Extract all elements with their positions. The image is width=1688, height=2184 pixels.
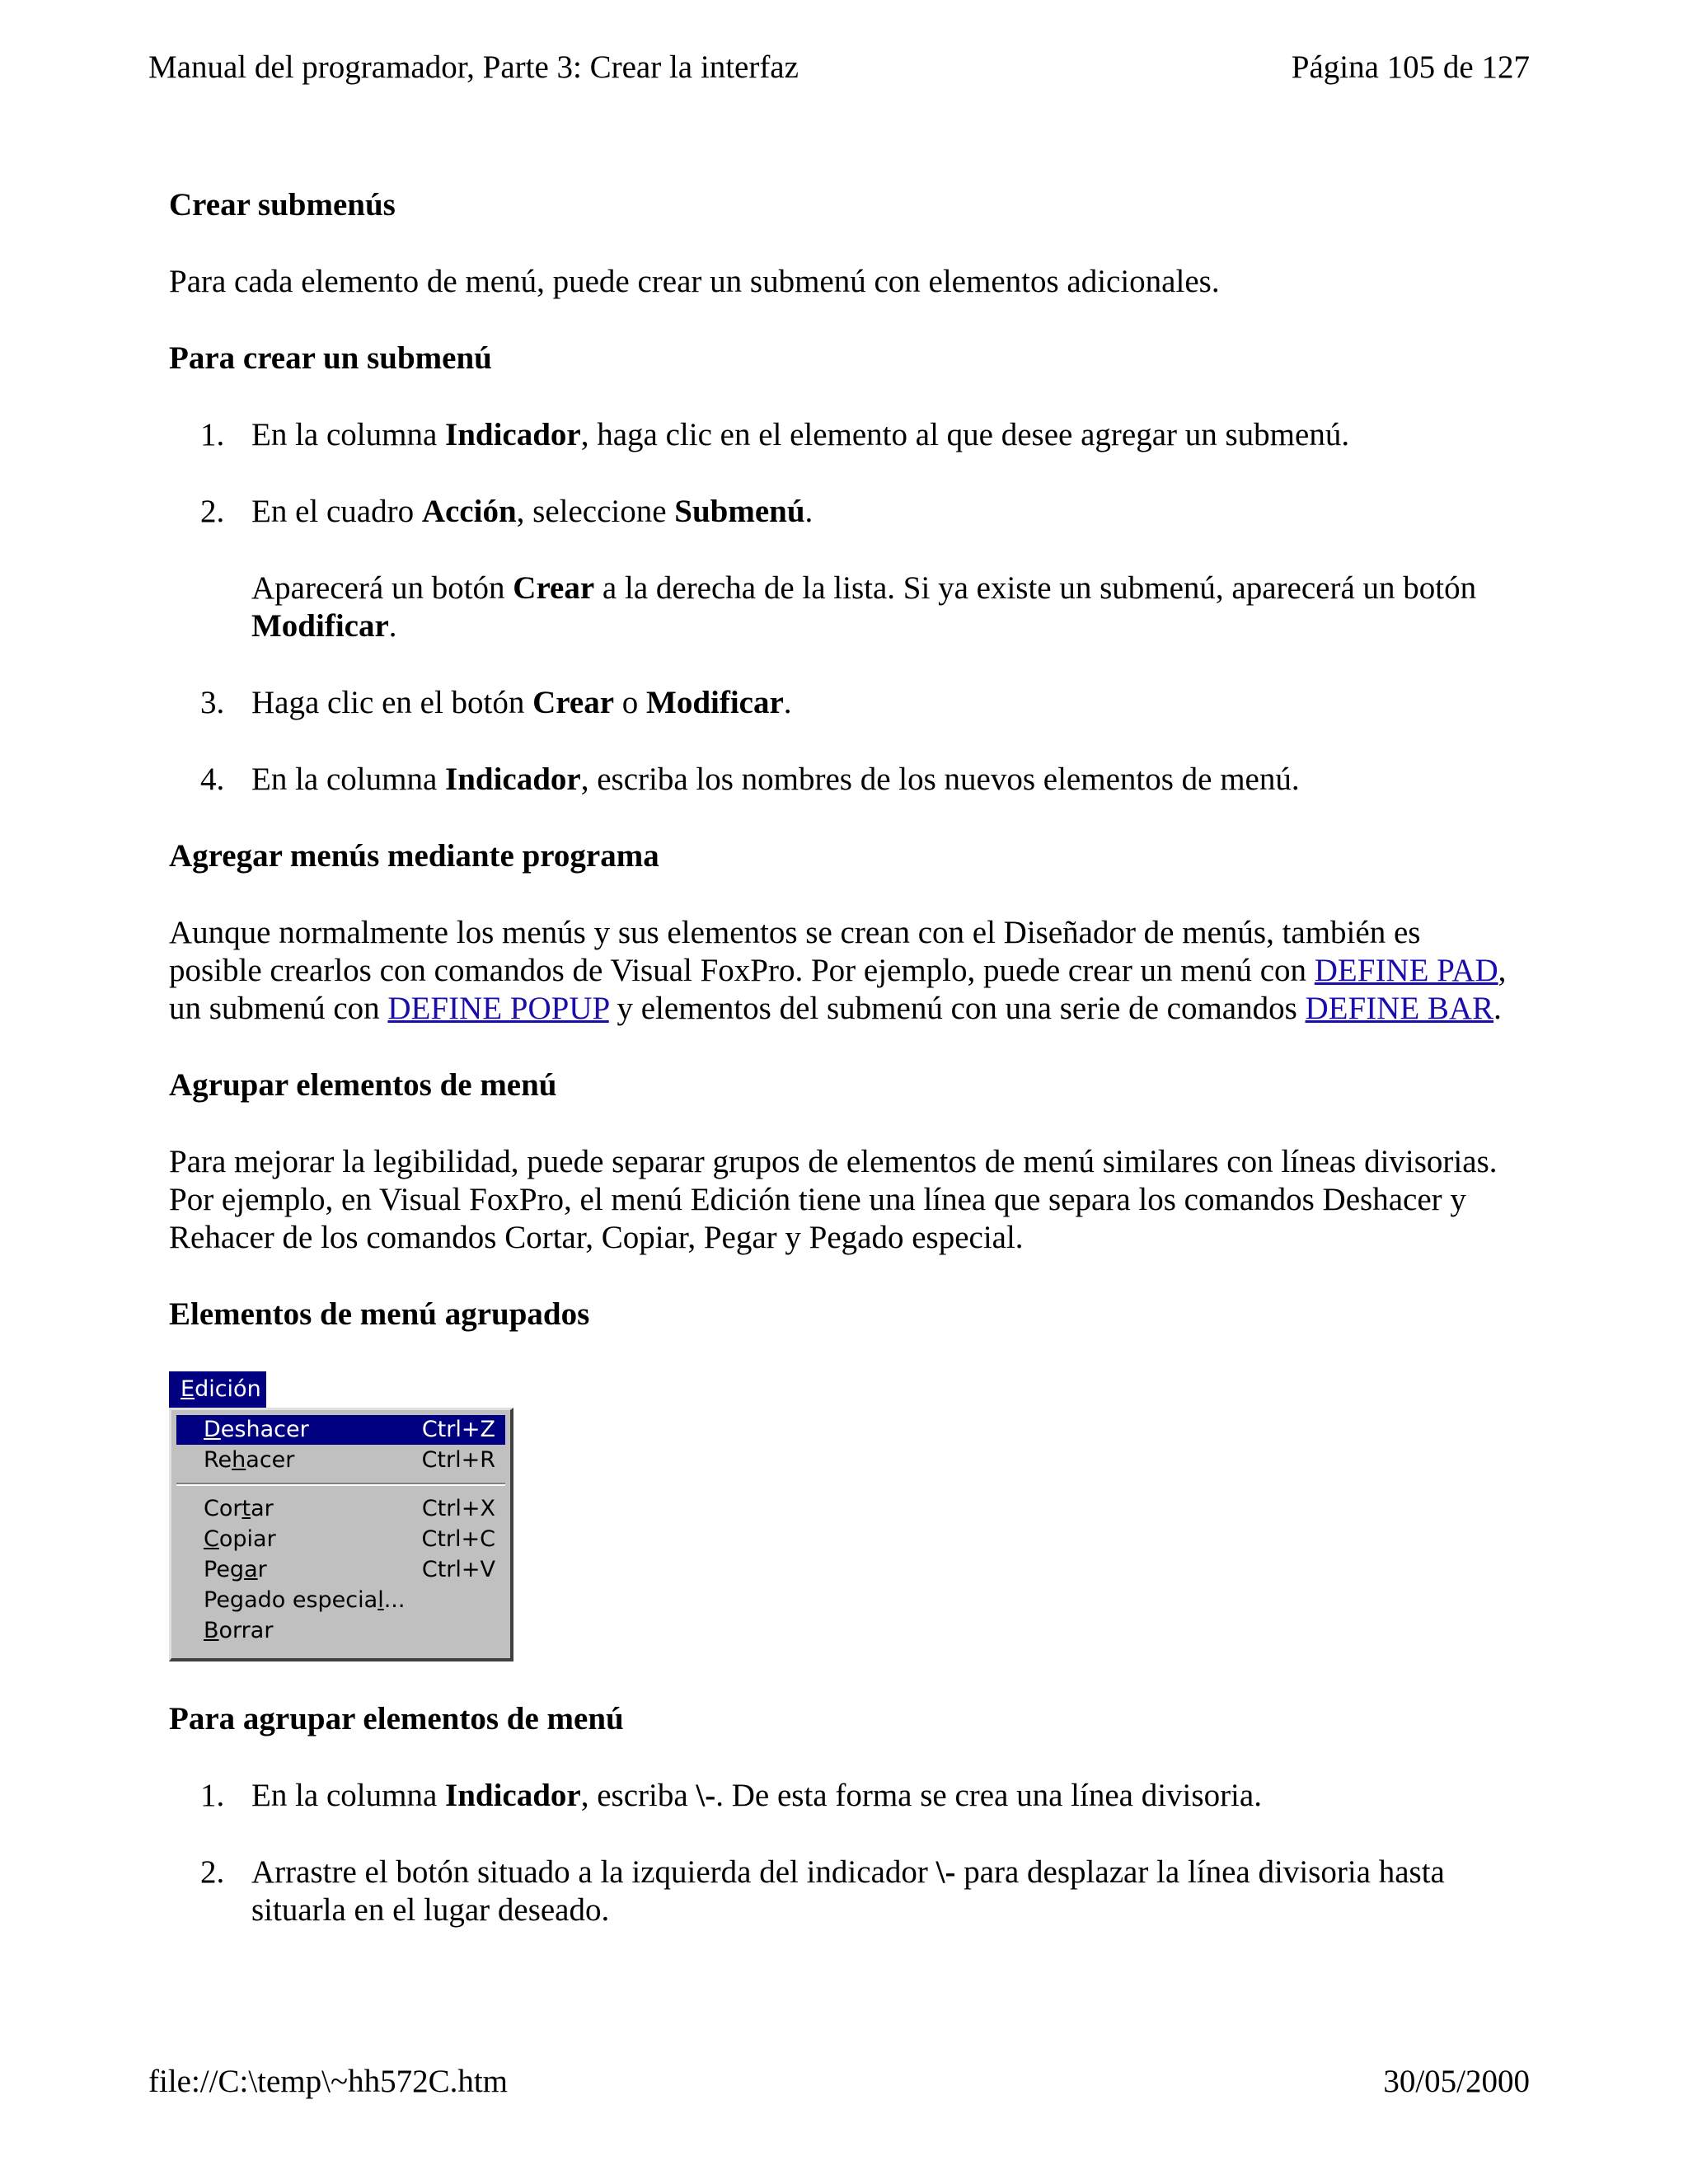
link-define-pad[interactable]: DEFINE PAD <box>1314 953 1498 988</box>
step-bold: Indicador <box>445 1778 581 1813</box>
step-bold: Crear <box>532 685 615 720</box>
menu-item-borrar[interactable] <box>176 1616 505 1646</box>
step-text: Haga clic en el botón <box>251 685 533 720</box>
paragraph-submenus-intro: Para cada elemento de menú, puede crear un submenú con elementos adicionales. <box>169 264 1220 299</box>
note-text: Aparecerá un botón <box>251 570 513 606</box>
section-heading-agregar-menus: Agregar menús mediante programa <box>169 838 659 874</box>
menu-item-label: Borrar <box>204 1618 274 1643</box>
document-body <box>169 186 1521 1929</box>
list-number: 1. <box>200 1778 225 1813</box>
link-define-popup[interactable]: DEFINE POPUP <box>387 991 609 1026</box>
figure-heading: Elementos de menú agrupados <box>169 1296 590 1332</box>
paragraph-text: y elementos del submenú con una serie de comandos <box>608 991 1306 1026</box>
menu-item-label: Pegado especial... <box>204 1587 406 1613</box>
paragraph-text: Aunque normalmente los menús y sus elementos se crean con el Diseñador de menús, también es posible crearlos con comandos de Visual FoxPro. Por ejemplo, puede crear un menú con <box>169 915 1421 988</box>
step-text: En la columna <box>251 1778 446 1813</box>
step-text: Arrastre el botón situado a la izquierda del indicador <box>251 1854 936 1890</box>
section-heading-agrupar: Agrupar elementos de menú <box>169 1067 557 1103</box>
note-bold: Crear <box>513 570 595 606</box>
page-number: Página 105 de 127 <box>1291 49 1530 85</box>
paragraph-text: . <box>1493 991 1502 1026</box>
menu-item-shortcut: Ctrl+Z <box>421 1417 495 1442</box>
step-bold: Modificar <box>646 685 784 720</box>
procedure-list-crear-submenu <box>169 416 1521 531</box>
menu-item-copiar[interactable] <box>176 1525 505 1554</box>
step-bold: Indicador <box>445 417 581 452</box>
menu-item-rehacer[interactable] <box>176 1446 505 1475</box>
procedure-list-agrupar <box>169 1777 1521 1929</box>
step-text: En la columna <box>251 762 446 797</box>
dropdown-menu <box>169 1408 513 1661</box>
step-text: , seleccione <box>516 494 675 529</box>
list-number: 4. <box>200 762 225 797</box>
edit-menu-figure <box>169 1371 515 1661</box>
page-header <box>148 48 1530 87</box>
menu-separator <box>176 1483 505 1486</box>
menu-item-label: Cortar <box>204 1496 274 1521</box>
section-heading-crear-submenus: Crear submenús <box>169 187 396 223</box>
step-text: para desplazar la línea divisoria hasta situarla en el lugar deseado. <box>251 1854 1445 1928</box>
menu-item-shortcut: Ctrl+C <box>421 1526 495 1552</box>
list-item <box>169 761 1521 799</box>
paragraph-agregar-menus <box>169 914 1521 1028</box>
header-title: Manual del programador, Parte 3: Crear la interfaz <box>148 49 799 85</box>
menu-item-deshacer[interactable] <box>176 1415 505 1445</box>
menu-item-pegar[interactable] <box>176 1555 505 1585</box>
procedure-heading-agrupar: Para agrupar elementos de menú <box>169 1701 624 1736</box>
paragraph-agrupar: Para mejorar la legibilidad, puede separar grupos de elementos de menú similares con líneas divisorias. Por ejemplo, en Visual FoxPro, el menú Edición tiene una línea que separa los comandos Deshacer y Rehacer de los comandos Cortar, Copiar, Pegar y Pegado especial. <box>169 1144 1498 1255</box>
file-path: file://C:\temp\~hh572C.htm <box>148 2064 509 2099</box>
step-text: . <box>783 685 792 720</box>
menu-item-label: Copiar <box>204 1526 276 1552</box>
procedure-heading-crear-submenu: Para crear un submenú <box>169 340 492 376</box>
note-bold: Modificar <box>251 608 389 644</box>
list-number: 2. <box>200 494 225 529</box>
step-text: . <box>804 494 814 529</box>
menu-item-shortcut: Ctrl+V <box>421 1557 495 1582</box>
step-bold: \- <box>935 1854 956 1890</box>
step-text: . De esta forma se crea una línea divisoria. <box>715 1778 1262 1813</box>
page-footer <box>148 2062 1530 2102</box>
menu-title-text: dición <box>195 1376 261 1402</box>
menu-item-cortar[interactable] <box>176 1494 505 1524</box>
menu-item-shortcut: Ctrl+X <box>421 1496 495 1521</box>
list-item <box>169 1777 1521 1815</box>
mnemonic-letter: E <box>181 1376 195 1402</box>
list-number: 3. <box>200 685 225 720</box>
step-note <box>169 569 1521 645</box>
step-bold: Indicador <box>445 762 581 797</box>
list-number: 1. <box>200 417 225 452</box>
paragraph-text: , un submenú con <box>169 953 1507 1026</box>
step-text: o <box>614 685 647 720</box>
step-bold: Acción <box>421 494 517 529</box>
menu-item-label: Rehacer <box>204 1447 295 1473</box>
list-item <box>169 416 1521 454</box>
note-text: a la derecha de la lista. Si ya existe un submenú, aparecerá un botón <box>594 570 1477 606</box>
step-text: En el cuadro <box>251 494 422 529</box>
menu-title-edicion[interactable] <box>169 1371 266 1408</box>
link-define-bar[interactable]: DEFINE BAR <box>1305 991 1494 1026</box>
procedure-list-crear-submenu-cont <box>169 684 1521 799</box>
step-text: , escriba <box>580 1778 696 1813</box>
menu-item-label: Pegar <box>204 1557 267 1582</box>
step-bold: Submenú <box>674 494 805 529</box>
menu-item-label: Deshacer <box>204 1417 309 1442</box>
menu-item-pegado-especial[interactable] <box>176 1586 505 1615</box>
list-number: 2. <box>200 1854 225 1890</box>
list-item <box>169 1854 1521 1929</box>
menu-item-shortcut: Ctrl+R <box>421 1447 495 1473</box>
step-bold: \- <box>696 1778 716 1813</box>
step-text: , haga clic en el elemento al que desee agregar un submenú. <box>580 417 1350 452</box>
list-item <box>169 493 1521 531</box>
step-text: , escriba los nombres de los nuevos elementos de menú. <box>580 762 1300 797</box>
note-text: . <box>388 608 397 644</box>
list-item <box>169 684 1521 722</box>
print-date: 30/05/2000 <box>1383 2064 1530 2099</box>
step-text: En la columna <box>251 417 446 452</box>
